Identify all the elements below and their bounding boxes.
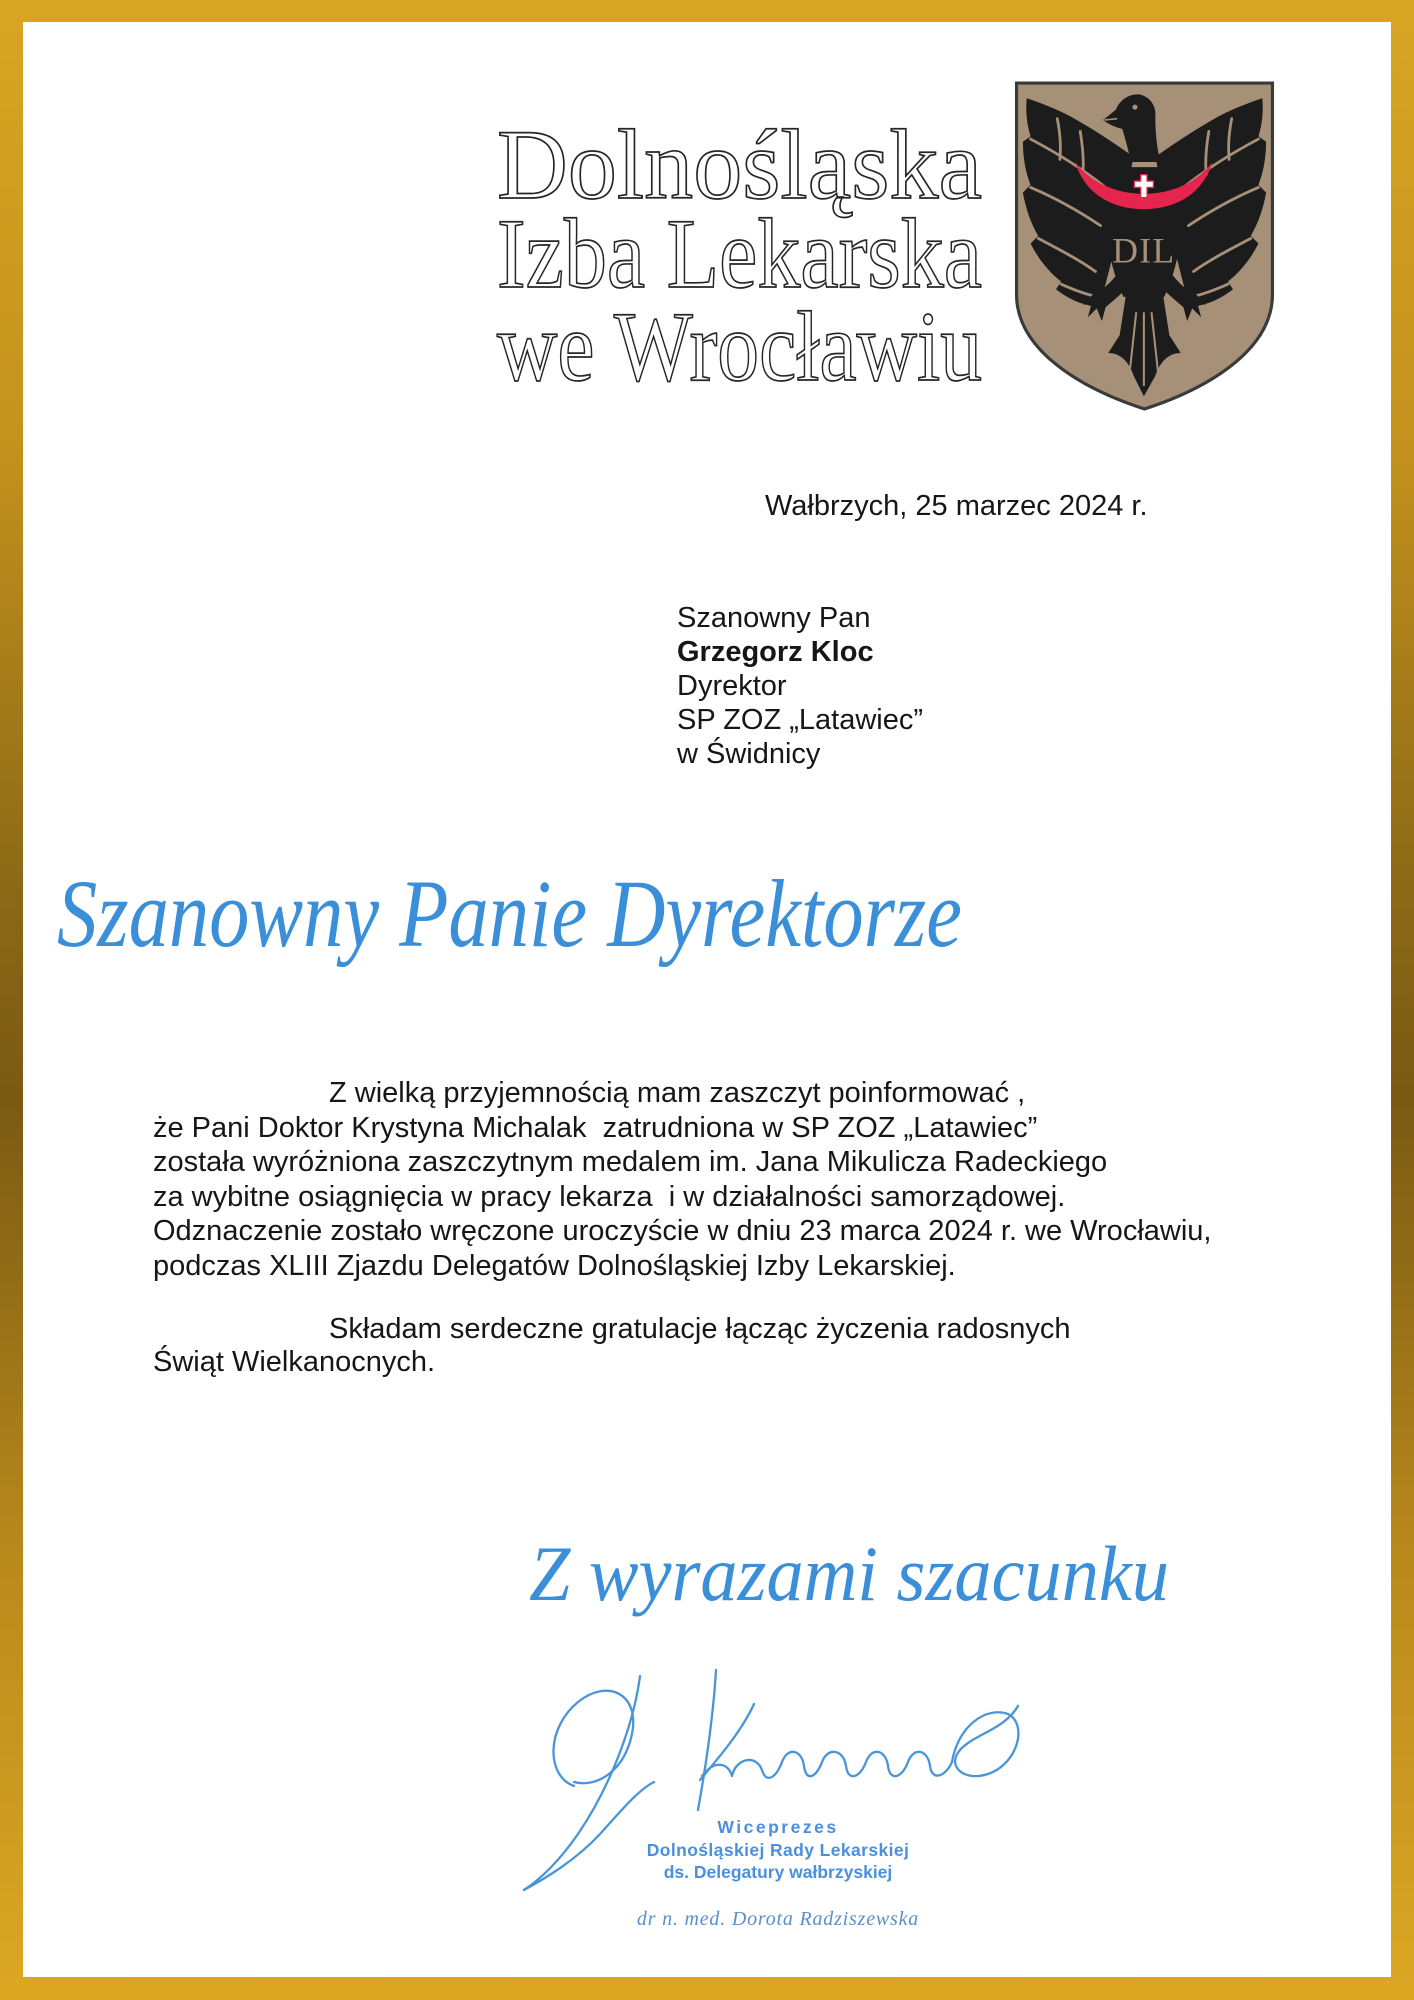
body-line: podczas XLIII Zjazdu Delegatów Dolnośląskiej Izby Lekarskiej. [153, 1249, 956, 1282]
official-stamp [578, 1816, 978, 1884]
stamp-line-position: Wiceprezes [717, 1817, 839, 1837]
body-paragraph-2 [153, 1313, 1070, 1379]
body-line: Świąt Wielkanocnych. [153, 1346, 436, 1378]
body-line: Odznaczenie zostało wręczone uroczyście w dniu 23 marca 2024 r. we Wrocławiu, [153, 1215, 1212, 1247]
body-line: została wyróżniona zaszczytnym medalem im. Jana Mikulicza Radeckiego [153, 1146, 1108, 1178]
recipient-city: w Świdnicy [677, 738, 821, 770]
recipient-title: Dyrektor [677, 670, 787, 702]
body-line: że Pani Doktor Krystyna Michalak zatrudniona w SP ZOZ „Latawiec” [153, 1111, 1038, 1144]
body-line: za wybitne osiągnięcia w pracy lekarza i w działalności samorządowej. [153, 1180, 1066, 1213]
recipient-block [677, 601, 923, 771]
emblem-letters: DIL [1112, 230, 1176, 271]
body-paragraph-1 [153, 1076, 1211, 1283]
letterhead-line-2: Izba Lekarska [497, 198, 982, 309]
signatory-name: dr n. med. Dorota Radziszewska [636, 1908, 920, 1930]
handwritten-greeting-text: Szanowny Panie Dyrektorze [57, 860, 962, 967]
recipient-name: Grzegorz Kloc [677, 636, 874, 668]
recipient-institution: SP ZOZ „Latawiec” [677, 704, 924, 736]
letterhead-line-1: Dolnośląska [497, 109, 982, 220]
handwritten-closing [520, 1510, 1190, 1630]
stamp-line-council: Dolnośląskiej Rady Lekarskiej [646, 1839, 910, 1860]
handwritten-greeting [50, 820, 990, 1050]
coat-of-arms-eagle-icon [1014, 80, 1275, 412]
body-line: Składam serdeczne gratulacje łącząc życzenia radosnych [329, 1313, 1071, 1345]
date-line: Wałbrzych, 25 marzec 2024 r. [765, 490, 1148, 522]
letterhead-line-3: we Wrocławiu [497, 291, 982, 402]
recipient-salutation: Szanowny Pan [677, 602, 871, 634]
body-line: Z wielką przyjemnością mam zaszczyt poinformować , [329, 1077, 1026, 1109]
handwritten-closing-text: Z wyrazami szacunku [529, 1530, 1169, 1617]
stamp-line-delegation: ds. Delegatury wałbrzyskiej [663, 1862, 893, 1882]
letterhead-title [490, 110, 990, 410]
